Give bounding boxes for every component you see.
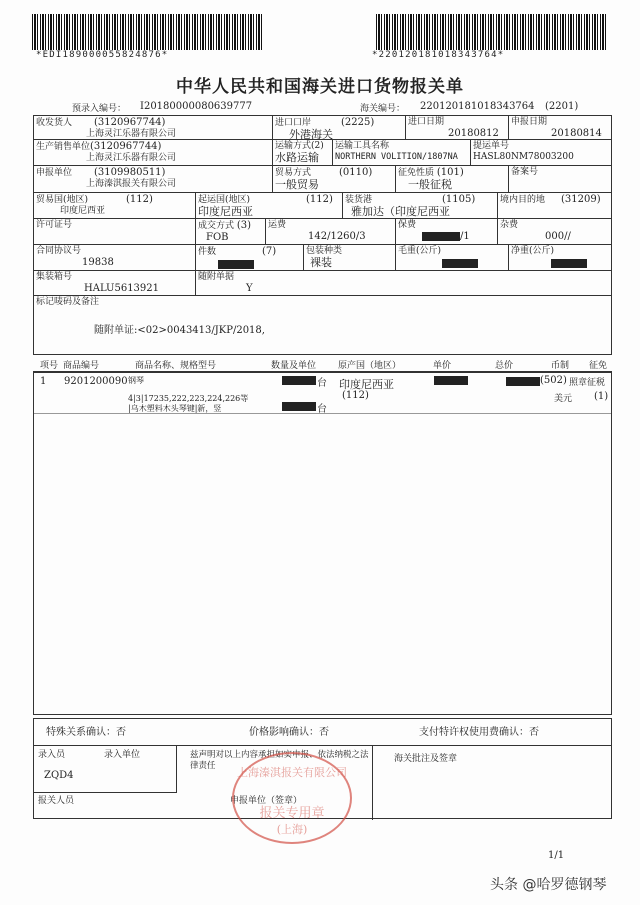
fields-pack_type-value: 裸装	[310, 256, 332, 269]
fields-consignee-value: 上海灵江乐器有限公司	[86, 129, 177, 139]
pre-entry-no: I20180000080639777	[140, 101, 253, 112]
company-seal-stamp	[232, 752, 352, 844]
fields-levy_nature-value: 一般征税	[408, 178, 452, 191]
items-header	[33, 355, 612, 373]
bottom-statement: 兹声明对以上内容承担如实申报、依法纳税之法律责任	[190, 750, 369, 771]
redacted-block	[422, 232, 460, 241]
items_header-0: 项号	[40, 361, 59, 371]
fields-container-value: HALU5613921	[84, 283, 159, 294]
customs-code: (2201)	[545, 101, 579, 112]
items_header-1: 商品编号	[63, 361, 100, 371]
fields-destination-code: (31209)	[561, 194, 601, 205]
fields-deal_mode-value: FOB	[206, 232, 229, 243]
fields-trade_mode-label: 贸易方式	[275, 168, 312, 178]
barcode-left	[32, 14, 262, 50]
fields-producer-label: 生产销售单位	[36, 142, 91, 152]
import-date-cell	[405, 115, 509, 140]
item-levy_code: (1)	[594, 391, 609, 402]
item-no: 1	[40, 376, 47, 387]
stamp-text3: (上海)	[276, 823, 308, 836]
net-weight-cell	[508, 244, 612, 271]
consignee-cell	[33, 115, 273, 140]
item-name: 钢琴	[128, 376, 144, 385]
items_header-6: 总价	[495, 361, 514, 371]
page-number: 1/1	[548, 850, 565, 861]
item-currency: 美元	[554, 394, 573, 404]
redacted-block	[442, 259, 478, 268]
producer-cell	[33, 139, 273, 166]
deal-mode-cell	[195, 218, 266, 245]
misc-fee-cell	[497, 218, 612, 245]
gross-weight-cell	[395, 244, 509, 271]
bottom-entry_clerk: 录入员	[38, 750, 66, 760]
fields-declare_date-value: 20180814	[551, 128, 602, 139]
freight-cell	[265, 218, 396, 245]
bottom-entry_unit: 录入单位	[104, 750, 141, 760]
fields-transport_mode-value: 水路运输	[275, 151, 319, 164]
fields-trade_mode-value: 一般贸易	[275, 178, 319, 191]
item-levy: 照章征税	[569, 378, 606, 388]
stamp-text1: 上海溱淇报关有限公司	[237, 766, 347, 779]
insurance-cell	[395, 218, 498, 245]
barcode-right	[376, 14, 606, 50]
fields-insurance-label: 保费	[398, 220, 417, 230]
record-no-cell	[508, 165, 612, 193]
items_header-7: 币制	[551, 361, 570, 371]
fields-license-label: 许可证号	[36, 220, 73, 230]
fields-levy_nature-code: (101)	[436, 167, 464, 178]
port-cell	[272, 115, 406, 140]
items_header-4: 原产国（地区）	[338, 361, 402, 371]
fields-vessel-label: 运输工具名称	[335, 141, 390, 151]
fields-insurance-value: /1	[460, 231, 470, 242]
items_header-8: 征免	[589, 361, 608, 371]
fields-contract-value: 19838	[82, 257, 114, 268]
fields-container-label: 集装箱号	[36, 272, 73, 282]
fields-origin_country-label: 起运国(地区)	[198, 195, 251, 205]
fields-packages-code: (7)	[262, 246, 277, 257]
fields-producer-code: (3120967744)	[90, 141, 162, 152]
container-cell	[33, 270, 196, 296]
fields-docs-label: 随附单据	[198, 272, 235, 282]
confirm-row	[33, 718, 612, 746]
bl-no-cell	[470, 139, 612, 166]
fields-port-code: (2225)	[341, 117, 375, 128]
barcode-right-text: *220120181018343764*	[372, 50, 505, 60]
fields-net-label: 净重(公斤)	[511, 246, 555, 256]
redacted-block	[218, 260, 254, 269]
transport-mode-cell	[272, 139, 333, 166]
trade-mode-cell	[272, 165, 396, 193]
levy-nature-cell	[395, 165, 509, 193]
redacted-block	[551, 259, 587, 268]
items_header-2: 商品名称、规格型号	[135, 361, 217, 371]
fields-bl_no-value: HASL80NM78003200	[473, 152, 574, 162]
fields-misc-value: 000//	[545, 231, 571, 242]
stamp-text2: 报关专用章	[259, 806, 325, 821]
fields-freight-value: 142/1260/3	[308, 231, 366, 242]
fields-import_date-label: 进口日期	[408, 117, 445, 127]
barcode-left-text: *EDI189000055824876*	[36, 50, 169, 60]
fields-declarant-value: 上海溱淇报关有限公司	[86, 179, 177, 189]
fields-trade_country-value: 印度尼西亚	[60, 206, 106, 216]
redacted-block	[282, 376, 316, 385]
fields-bl_no-label: 提运单号	[473, 141, 510, 151]
contract-cell	[33, 244, 196, 271]
fields-deal_mode-label: 成交方式	[198, 221, 235, 231]
packages-cell	[195, 244, 304, 271]
declarant-cell	[33, 165, 273, 193]
fields-transport_mode-code: (2)	[311, 141, 324, 151]
declare-date-cell	[508, 115, 612, 140]
bottom-broker: 报关人员	[38, 796, 75, 806]
fields-consignee-code: (3120967744)	[94, 117, 166, 128]
origin-country-cell	[195, 192, 343, 219]
table-row	[34, 373, 611, 414]
customs-no: 220120181018343764	[420, 101, 535, 112]
fields-declarant-code: (3109980511)	[94, 167, 166, 178]
item-unit2: 台	[317, 404, 327, 415]
items_header-5: 单价	[433, 361, 452, 371]
fields-origin_country-value: 印度尼西亚	[198, 205, 253, 218]
fields-loading_port-code: (1105)	[442, 194, 476, 205]
fields-import_date-value: 20180812	[448, 128, 499, 139]
fields-contract-label: 合同协议号	[36, 246, 82, 256]
fields-trade_country-label: 贸易国(地区)	[36, 195, 89, 205]
watermark: 头条 @哈罗德钢琴	[490, 877, 607, 893]
fields-misc-label: 杂费	[500, 220, 519, 230]
fields-marks-label: 标记唛码及备注	[36, 297, 100, 307]
fields-packages-label: 件数	[198, 247, 217, 257]
item-origin_code: (112)	[342, 390, 369, 401]
fields-pack_type-label: 包装种类	[306, 246, 343, 256]
marks-cell	[33, 295, 612, 355]
vessel-cell	[332, 139, 471, 166]
fields-marks-value: 随附单证:<02>0043413/JKP/2018,	[94, 325, 265, 336]
trade-country-cell	[33, 192, 196, 219]
item-hs: 9201200090	[64, 376, 128, 387]
item-unit1: 台	[317, 378, 327, 389]
fields-freight-label: 运费	[268, 220, 287, 230]
fields-destination-label: 境内目的地	[500, 195, 546, 205]
destination-cell	[497, 192, 612, 219]
item-origin: 印度尼西亚	[339, 378, 394, 391]
fields-port-value: 外港海关	[289, 128, 333, 141]
fields-declarant-label: 申报单位	[36, 168, 73, 178]
license-cell	[33, 218, 196, 245]
fields-origin_country-code: (112)	[306, 194, 333, 205]
customs-no-label: 海关编号：	[360, 104, 406, 114]
item-spec2: |乌木塑料木头琴键|新，竖	[128, 404, 222, 413]
fields-trade_mode-code: (0110)	[339, 167, 373, 178]
pre-entry-label: 预录入编号：	[72, 104, 127, 114]
bottom-customs_sign: 海关批注及签章	[394, 754, 458, 764]
fields-vessel-value: NORTHERN VOLITION/1807NA	[335, 152, 458, 162]
fields-transport_mode-label: 运输方式	[275, 141, 312, 151]
redacted-block	[434, 376, 468, 385]
fields-loading_port-value: 雅加达（印度尼西亚	[351, 205, 450, 218]
fields-port-label: 进口口岸	[275, 118, 312, 128]
confirm-special: 特殊关系确认：否	[46, 727, 126, 738]
fields-producer-value: 上海灵江乐器有限公司	[86, 153, 177, 163]
confirm-royalty: 支付特许权使用费确认：否	[419, 727, 539, 738]
fields-gross-label: 毛重(公斤)	[398, 246, 442, 256]
items-area	[33, 373, 612, 715]
fields-loading_port-label: 装货港	[345, 195, 373, 205]
loading-port-cell	[342, 192, 498, 219]
fields-docs-value: Y	[246, 283, 253, 294]
redacted-block	[506, 377, 540, 386]
bottom-clerk_value: ZQD4	[44, 770, 74, 781]
fields-declare_date-label: 申报日期	[511, 117, 548, 127]
docs-cell	[195, 270, 612, 296]
fields-consignee-label: 收发货人	[36, 118, 73, 128]
fields-trade_country-code: (112)	[126, 194, 153, 205]
fields-deal_mode-code: (3)	[236, 220, 252, 231]
bottom-declarant_sign: 申报单位（签章）	[230, 796, 303, 806]
fields-levy_nature-label: 征免性质	[398, 168, 435, 178]
items_header-3: 数量及单位	[271, 361, 317, 371]
fields-record_no-label: 备案号	[511, 167, 539, 177]
page-title: 中华人民共和国海关进口货物报关单	[176, 77, 464, 97]
item-currency_code: (502)	[540, 375, 567, 386]
confirm-price: 价格影响确认：否	[249, 727, 329, 738]
item-spec1: 4|3|17235,222,223,224,226等	[128, 394, 249, 403]
pack-type-cell	[303, 244, 396, 271]
redacted-block	[282, 402, 316, 411]
